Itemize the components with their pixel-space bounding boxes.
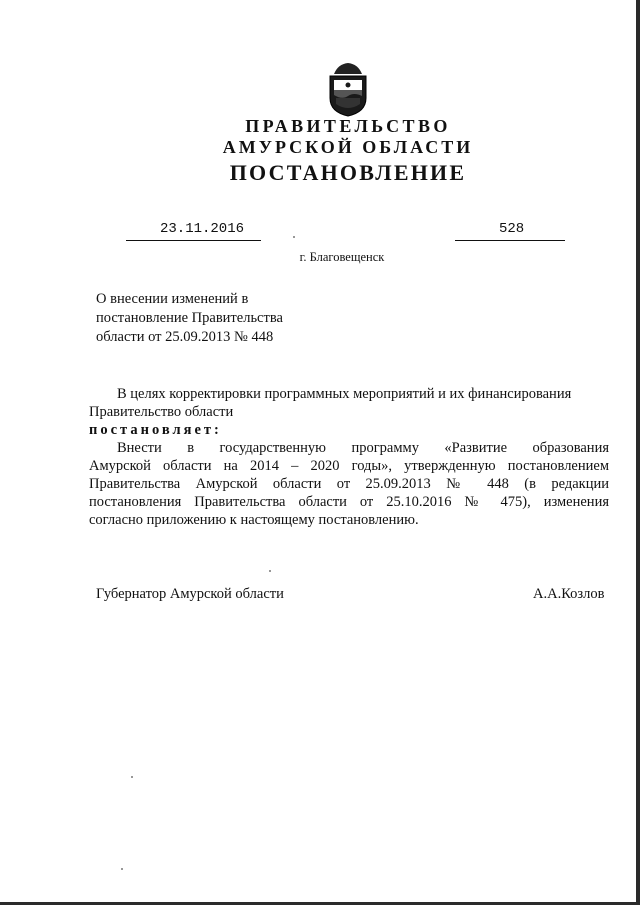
- decree-word: постановляет:: [89, 422, 222, 438]
- signatory-name: А.А.Козлов: [533, 586, 605, 602]
- subject-line: постановление Правительства: [96, 310, 283, 326]
- paragraph-line: Амурской области на 2014 – 2020 годы», утвержденную постановлением: [89, 458, 609, 474]
- region-title: АМУРСКОЙ ОБЛАСТИ: [222, 137, 474, 157]
- subject-line: области от 25.09.2013 № 448: [96, 329, 274, 345]
- paragraph-line: постановления Правительства области от 25.10.2016 № 475), изменения: [89, 494, 609, 510]
- document-body: [89, 385, 609, 529]
- document-date: 23.11.2016: [160, 221, 245, 237]
- signatory-role: Губернатор Амурской области: [96, 586, 284, 602]
- scan-speck: [269, 570, 271, 572]
- paragraph-line: Внести в государственную программу «Развитие образования: [117, 440, 609, 456]
- scan-speck: [121, 868, 123, 870]
- document-number: 528: [499, 221, 525, 237]
- document-subject: [96, 290, 336, 347]
- scan-speck: [131, 776, 133, 778]
- document-city: г. Благовещенск: [299, 250, 385, 264]
- document-type-title: ПОСТАНОВЛЕНИЕ: [229, 160, 467, 185]
- paragraph-line: Правительства Амурской области от 25.09.2013 № 448 (в редакции: [89, 476, 609, 492]
- subject-line: О внесении изменений в: [96, 291, 249, 307]
- scan-speck: [293, 236, 295, 238]
- scan-edge-right: [636, 0, 640, 905]
- amur-region-coat-of-arms-icon: [324, 60, 372, 118]
- paragraph-line: согласно приложению к настоящему постановлению.: [89, 512, 419, 528]
- number-underline: [455, 240, 565, 241]
- government-title: ПРАВИТЕЛЬСТВО: [245, 116, 451, 136]
- intro-line: В целях корректировки программных мероприятий и их финансирования: [117, 386, 572, 402]
- date-underline: [126, 240, 261, 241]
- intro-line: Правительство области: [89, 404, 234, 420]
